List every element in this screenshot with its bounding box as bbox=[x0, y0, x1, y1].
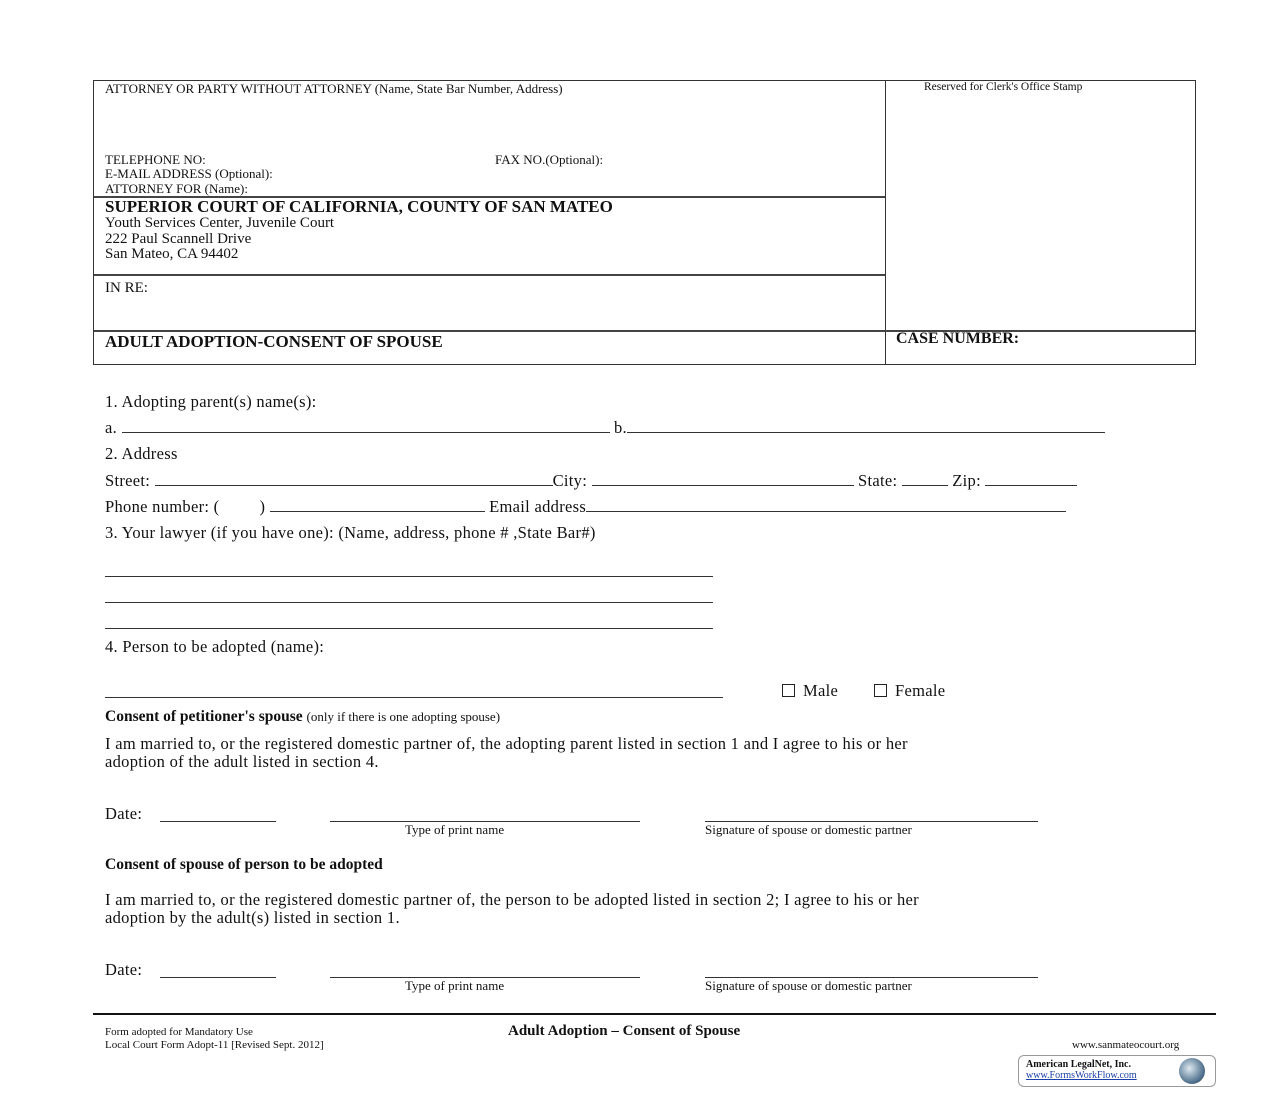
section-4-label: 4. Person to be adopted (name): bbox=[105, 637, 325, 656]
city-input[interactable] bbox=[592, 471, 854, 486]
label: Zip: bbox=[952, 471, 981, 490]
fax-label[interactable]: FAX NO.(Optional): bbox=[495, 152, 604, 167]
court-address-line: 222 Paul Scannell Drive bbox=[105, 231, 252, 247]
court-address-line: Youth Services Center, Juvenile Court bbox=[105, 215, 335, 231]
heading: Consent of petitioner's spouse bbox=[105, 708, 303, 725]
email-label[interactable]: E-MAIL ADDRESS (Optional): bbox=[105, 166, 273, 181]
label: State: bbox=[858, 471, 898, 490]
label: ) bbox=[259, 497, 266, 516]
lawyer-input-3[interactable] bbox=[105, 628, 713, 629]
print-name-caption: Type of print name bbox=[405, 978, 505, 993]
clerk-stamp-label: Reserved for Clerk's Office Stamp bbox=[924, 81, 1083, 93]
date-input[interactable] bbox=[160, 977, 276, 978]
globe-icon bbox=[1179, 1058, 1205, 1084]
in-re-label[interactable]: IN RE: bbox=[105, 280, 148, 296]
footer-form-number: Local Court Form Adopt-11 [Revised Sept. 2012] bbox=[105, 1039, 324, 1051]
logo-url[interactable]: www.FormsWorkFlow.com bbox=[1026, 1070, 1137, 1081]
label: a. bbox=[105, 418, 118, 437]
lawyer-input-2[interactable] bbox=[105, 602, 713, 603]
signature-caption: Signature of spouse or domestic partner bbox=[705, 978, 912, 993]
consent-1-heading bbox=[105, 708, 500, 726]
phone-input[interactable] bbox=[270, 497, 485, 512]
section-2-label: 2. Address bbox=[105, 444, 178, 463]
date-label: Date: bbox=[105, 960, 143, 979]
checkbox-icon[interactable] bbox=[874, 684, 887, 697]
court-address-line: San Mateo, CA 94402 bbox=[105, 246, 239, 262]
date-label: Date: bbox=[105, 804, 143, 823]
section-3-label: 3. Your lawyer (if you have one): (Name, address, phone # ,State Bar#) bbox=[105, 523, 596, 542]
label: b. bbox=[613, 418, 627, 437]
telephone-label[interactable]: TELEPHONE NO: bbox=[105, 152, 206, 167]
footer-rule bbox=[93, 1013, 1216, 1015]
consent-2-text: I am married to, or the registered domestic partner of, the person to be adopted listed in section 2; I agree to his or her bbox=[105, 890, 919, 909]
state-input[interactable] bbox=[902, 471, 948, 486]
label: Email address bbox=[489, 497, 587, 516]
street-input[interactable] bbox=[155, 471, 553, 486]
label: Phone number: ( bbox=[105, 497, 220, 516]
attorney-label: ATTORNEY OR PARTY WITHOUT ATTORNEY (Name, State Bar Number, Address) bbox=[105, 81, 563, 96]
consent-2-text: adoption by the adult(s) listed in section 1. bbox=[105, 908, 400, 927]
label: City: bbox=[552, 471, 588, 490]
label: Male bbox=[803, 681, 839, 700]
adoptee-name-input[interactable] bbox=[105, 697, 723, 698]
divider bbox=[885, 81, 886, 364]
female-checkbox[interactable] bbox=[874, 681, 945, 701]
lawyer-input-1[interactable] bbox=[105, 576, 713, 577]
label: Street: bbox=[105, 471, 151, 490]
footer-title: Adult Adoption – Consent of Spouse bbox=[508, 1023, 741, 1039]
consent-1-text: adoption of the adult listed in section 4. bbox=[105, 752, 379, 771]
male-checkbox[interactable] bbox=[782, 681, 838, 701]
contact-row bbox=[105, 497, 1066, 517]
address-row bbox=[105, 471, 1077, 491]
section-1-label: 1. Adopting parent(s) name(s): bbox=[105, 392, 317, 411]
consent-2-heading: Consent of spouse of person to be adopted bbox=[105, 856, 383, 873]
print-name-caption: Type of print name bbox=[405, 822, 505, 837]
logo-name: American LegalNet, Inc. bbox=[1026, 1059, 1131, 1070]
american-legalnet-logo[interactable] bbox=[1018, 1055, 1216, 1087]
label: Female bbox=[895, 681, 946, 700]
checkbox-icon[interactable] bbox=[782, 684, 795, 697]
case-number-label[interactable]: CASE NUMBER: bbox=[896, 330, 1020, 347]
form-title: ADULT ADOPTION-CONSENT OF SPOUSE bbox=[105, 332, 443, 351]
parent-a-field[interactable] bbox=[105, 418, 1105, 438]
parent-b-input[interactable] bbox=[627, 418, 1105, 433]
footer-website[interactable]: www.sanmateocourt.org bbox=[1072, 1039, 1180, 1051]
court-name: SUPERIOR COURT OF CALIFORNIA, COUNTY OF SAN MATEO bbox=[105, 197, 613, 216]
consent-1-text: I am married to, or the registered domestic partner of, the adopting parent listed in section 1 and I agree to his or her bbox=[105, 734, 908, 753]
signature-caption: Signature of spouse or domestic partner bbox=[705, 822, 912, 837]
note: (only if there is one adopting spouse) bbox=[306, 709, 501, 724]
email-input[interactable] bbox=[586, 497, 1066, 512]
footer-mandatory: Form adopted for Mandatory Use bbox=[105, 1026, 253, 1038]
date-input[interactable] bbox=[160, 821, 276, 822]
divider bbox=[94, 274, 885, 276]
parent-a-input[interactable] bbox=[122, 418, 610, 433]
caption-box bbox=[93, 80, 1196, 365]
attorney-for-label[interactable]: ATTORNEY FOR (Name): bbox=[105, 181, 248, 196]
zip-input[interactable] bbox=[985, 471, 1077, 486]
